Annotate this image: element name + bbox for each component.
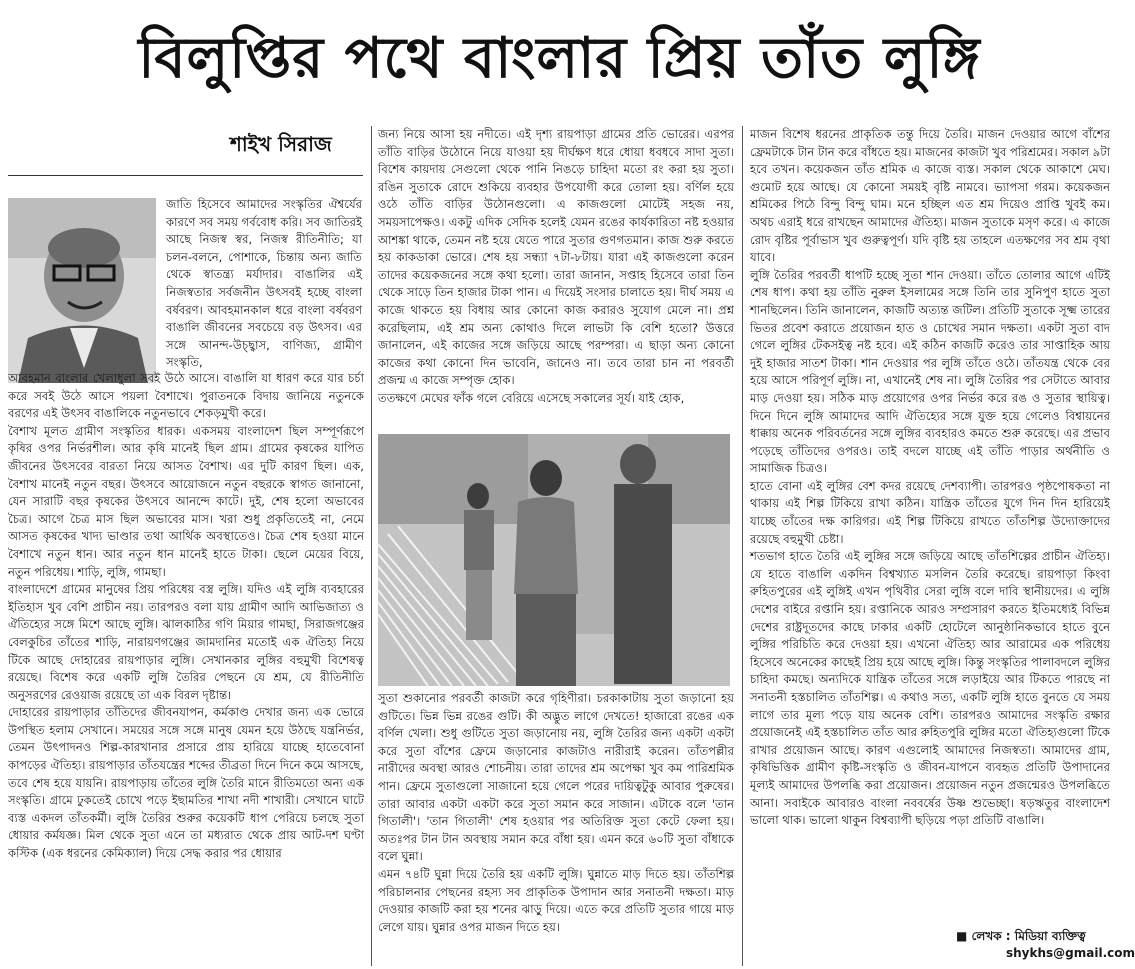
paragraph: শতভাগ হাতে তৈরি এই লুঙ্গির সঙ্গে জড়িয়ে আছে তাঁতশিল্পের প্রাচীন ঐতিহ্য। যে হাতে বাঙালি একদিন বিশ্বখ্যাত মসলিন তৈরি করেছে। রায়পাড়া কিংবা রুহিতপুরের এই লুঙ্গিই এখন পৃথিবীর সেরা লুঙ্গি বলে দাবি স্থানীয়দের। এ লুঙ্গি দেশের বাইরে রপ্তানি হয়। রপ্তানিকে আরও সম্প্রসারণ করতে ইতিমধ্যেই বিভিন্ন দেশের রাষ্ট্রদূতদের কাছে ঢাকার একটি হোটেলে আনুষ্ঠানিকভাবে হাতে বুনে লুঙ্গির পরিচিতি করে দেওয়া হয়। এখনো ঐতিহ্য আর আরামের এক পরিধেয় হিসেবে অনেকের কাছেই প্রিয় হয়ে আছে লুঙ্গি। কিন্তু সংস্কৃতির পালাবদলে লুঙ্গির চাহিদা কমছে। অন্যদিকে যান্ত্রিক তাঁতের সঙ্গে লড়াইয়ে আর টিকতে পারছে না সনাতনী হস্তচালিত তাঁতশিল্প। এ কথাও সত্য, একটি লুঙ্গি হাতে বুনতে যে সময় লাগে তার মূল্য পড়ে যায় অনেক বেশি। তারপরও আমাদের সংস্কৃতি রক্ষার প্রয়োজনেই এই হস্তচালিত তাঁত আর রুহিতপুরি লুঙ্গির মতো ঐতিহ্যগুলো টিকে রাখার প্রয়োজন আছে। কারণ এগুলোই আমাদের নিজস্বতা। আমাদের গ্রাম, কৃষিভিত্তিক গ্রামীণ কৃষ্টি-সংস্কৃতি ও জীবন-যাপনে ব্যবহৃত প্রতিটি উপাদানের মূল্যই আমাদের উপলব্ধি করা প্রয়োজন। প্রয়োজন নতুন প্রজন্মেরও উপলব্ধিতে আনা। সবাইকে আবারও বাংলা নববর্ষের উষ্ণ শুভেচ্ছা। ষড়ঋতুর বাংলাদেশ ভালো থাক। ভালো থাকুন বিশ্বব্যাপী ছড়িয়ে পড়া প্রতিটি বাঙালি।: [750, 549, 1110, 828]
byline-rule: [8, 175, 363, 176]
author-portrait: [8, 198, 156, 383]
paragraph: এমন ৭৪টি ঘুন্না দিয়ে তৈরি হয় একটি লুঙ্গি। ঘুন্নাতে মাড় দিতে হয়। তাঁতশিল্প পরিচালনার পেছনের রহস্য সব প্রাকৃতিক উপাদান আর সনাতনী দক্ষতা। মাড় দেওয়ার কাজটি করা হয় শনের ঝাড়ু দিয়ে। এতে করে প্রতিটি সুতার গায়ে মাড় লেগে যায়। ঘুন্নার ওপর মাজন দিতে হয়।: [378, 866, 734, 934]
column-1: [8, 370, 364, 966]
byline: শাইখ সিরাজ: [230, 132, 332, 156]
paragraph: লুঙ্গি তৈরির পরবর্তী ধাপটি হচ্ছে সুতা শান দেওয়া। তাঁতে তোলার আগে এটিই শেষ ধাপ। কথা হয় তাঁতি নুরুল ইসলামের সঙ্গে তিনি তার সুনিপুণ হাতে সুতা শানছিলেন। তিনি জানালেন, কাজটি অত্যন্ত জটিল। প্রতিটি সুতাকে সূক্ষ্ম তারের ভিতর প্রবেশ করাতে প্রয়োজন হাত ও চোখের সমান দক্ষতা। একটা সুতা বাদ গেলে লুঙ্গির টেকসইত্ব নষ্ট হবে। এই কঠিন কাজটি করেও তার সাপ্তাহিক আয় দুই হাজার সাতশ টাকা। শান দেওয়ার পর লুঙ্গি তাঁতে ওঠে। তাঁতযন্ত্র থেকে বের হয়ে আসে পরিপূর্ণ লুঙ্গি। না, এখানেই শেষ না। লুঙ্গি তৈরির পর সেটাতে আবার মাড় দেওয়া হয়। সঠিক মাড় প্রয়োগের ওপর নির্ভর করে রঙ ও সুতার স্থায়িত্ব। দিনে দিনে লুঙ্গি আমাদের আদি ঐতিহ্যের সঙ্গে যুক্ত হয়ে গেলেও বিশ্বায়নের ধাক্কায় অনেক পরিবর্তনের সঙ্গে লুঙ্গির ব্যবহারও কমতে শুরু করেছে। এর প্রভাব পড়েছে তাঁতিদের ওপরও। তাই বদলে যাচ্ছে এই তাঁতি পাড়ার অর্থনীতি ও সামাজিক চিত্রও।: [750, 267, 1110, 476]
paragraph: জন্য নিয়ে আসা হয় নদীতে। এই দৃশ্য রায়পাড়া গ্রামের প্রতি ভোরের। এরপর তাঁতি বাড়ির উঠোনে নিয়ে যাওয়া হয় দীর্ঘক্ষণ ধরে ধোয়া ধবধবে সাদা সুতা। বিশেষ কায়দায় সেগুলো থেকে পানি নিঙড়ে চাহিদা মতো রং করা হয় সুতা। রঙিন সুতাকে রোদে শুকিয়ে ব্যবহার উপযোগী করে তোলা হয়। বর্ণিল হয়ে ওঠে তাঁতি বাড়ির উঠোনগুলো। এ কাজগুলো মোটেই সহজ নয়, সময়সাপেক্ষও। একটু এদিক সেদিক হলেই যেমন রঙের কার্যকারিতা নষ্ট হওয়ার আশঙ্কা থাকে, তেমন নষ্ট হয়ে যেতে পারে সুতার গুণগতমান। কাজ শুরু করতে হয় কাকডাকা ভোরে। শেষ হয় সন্ধ্যা ৭টা-৮টায়। যারা এই কাজগুলো করেন তাদের কয়েকজনের সঙ্গে কথা হলো। তারা জানান, সপ্তাহ হিসেবে তারা তিন থেকে সাড়ে তিন হাজার টাকা পান। এ দিয়েই সংসার চালাতে হয়। দীর্ঘ সময় এ কাজে থাকতে হয় বিধায় আর কোনো কাজ করারও সুযোগ মেলে না। প্রশ্ন করেছিলাম, এই শ্রম অন্য কোথাও দিলে লাভটা কি বেশি হতো? উত্তরে জানালেন, এই কাজের সঙ্গে জড়িয়ে আছে পরম্পরা। এ ছাড়া অন্য কোনো কাজের কথা কোনো দিন ভাবেনি, জানেও না। তবে তারা চান না পরবর্তী প্রজন্ম এ কাজে সম্পৃক্ত হোক।: [378, 127, 734, 388]
paragraph: ততক্ষণে মেঘের ফাঁক গলে বেরিয়ে এসেছে সকালের সূর্য। যাই হোক,: [378, 390, 685, 405]
paragraph: সুতা শুকানোর পরবর্তী কাজটা করে গৃহিণীরা। চরকাকাটায় সুতা জড়ানো হয় গুটিতে। ভিন্ন ভিন্ন রঙের গুটি। কী অদ্ভুত লাগে দেখতে! হাজারো রঙের এক বর্ণিল খেলা। শুধু গুটিতে সুতা জড়ানোয় নয়, লুঙ্গি তৈরির জন্য একটা একটা করে সুতা বাঁশের ফ্রেমে জড়ানোর কাজটাও নারীরাই করেন। তাঁতপল্লীর নারীদের অবস্থা আরও শোচনীয়। তারা তাদের শ্রম অপেক্ষা খুব কম পারিশ্রমিক পান। ফ্রেমে সুতাগুলো সাজানো হয়ে গেলে পরের দায়িত্বটুকু আবার পুরুষের। তারা আবার একটা একটা করে সুতা সমান করে সাজান। এটাকে বলে 'তান গিতালী'। 'তান গিতালী' শেষ হওয়ার পর অতিরিক্ত সুতা কেটে ফেলা হয়। অতঃপর টান টান অবস্থায় সমান করে বাঁধা হয়। এমন করে ৬০টি সুতা বাঁধাকে বলে ঘুন্না।: [378, 691, 734, 864]
column-divider: [742, 126, 743, 966]
author-note: ■ লেখক : মিডিয়া ব্যক্তিত্ব: [956, 929, 1086, 943]
headline: বিলুপ্তির পথে বাংলার প্রিয় তাঁত লুঙ্গি: [138, 26, 981, 91]
paragraph: মাজন বিশেষ ধরনের প্রাকৃতিক তন্তু দিয়ে তৈরি। মাজন দেওয়ার আগে বাঁশের ফ্রেমটাকে টান টান করে বাঁধতে হয়। মাজনের কাজটা খুব পরিশ্রমের। সকাল ৯টা হবে তখন। কয়েকজন তাঁত শ্রমিক এ কাজে ব্যস্ত। সকাল থেকে আকাশে মেঘ। গুমোট হয়ে আছে। যে কোনো সময়ই বৃষ্টি নামবে। ভ্যাপসা গরম। কয়েকজন শ্রমিকের পিঠে বিন্দু বিন্দু ঘাম। মনে হচ্ছিল এত শ্রম দিয়েও প্রাপ্তি খুবই কম। অথচ এরাই ধরে রাখছেন আমাদের ঐতিহ্য। মাজন সুতাকে মসৃণ করে। এ কাজে রোদ বৃষ্টির পূর্বাভাস খুব গুরুত্বপূর্ণ। যদি বৃষ্টি হয় তাহলে এতক্ষণের সব শ্রম বৃথা যাবে।: [750, 127, 1110, 265]
column-1-top: [166, 196, 362, 386]
paragraph: আবহমান বাংলার খেলাধুলা সবই উঠে আসে। বাঙালি যা ধারণ করে যার চর্চা করে সবই উঠে আসে পয়লা বৈশাখে। পুরাতনকে বিদায় জানিয়ে নতুনকে বরণের এই উৎসব বাঙালিকে নতুনভাবে শেকড়মুখী করে।: [8, 371, 364, 421]
weavers-photo: [378, 434, 730, 686]
column-2-bottom: [378, 690, 734, 966]
intro-paragraph: জাতি হিসেবে আমাদের সংস্কৃতির ঐশ্বর্যের কারণে সব সময় গর্ববোধ করি। সব জাতিরই আছে নিজস্ব স্বর, নিজস্ব রীতিনীতি; যা চলন-বলনে, পোশাকে, চিন্তায় অন্য জাতি থেকে স্বাতন্ত্র্য মর্যাদার। বাঙালির এই নিজস্বতার সর্বজনীন উৎসবই হচ্ছে বাংলা বর্ষবরণ। আবহমানকাল ধরে বাংলা বর্ষবরণ বাঙালি জীবনের সবচেয়ে বড় উৎসব। এর সঙ্গে আনন্দ-উচ্ছ্বাস, বাণিজ্য, গ্রামীণ সংস্কৃতি,: [166, 197, 362, 370]
column-2-top: [378, 126, 734, 430]
author-email[interactable]: shykhs@gmail.com: [1006, 946, 1135, 960]
column-divider: [371, 126, 372, 966]
paragraph: দোহারের রায়পাড়ার তাঁতিদের জীবনযাপন, কর্মকাণ্ড দেখার জন্য এক ভোরে উপস্থিত হলাম সেখানে। সময়ের সঙ্গে সঙ্গে মানুষ যেমন হয়ে উঠছে যন্ত্রনির্ভর, তেমন উৎপাদনও শিল্প-কারখানার প্রসারে প্রায় হারিয়ে যাচ্ছে হাতেবোনা কাপড়ের ঐতিহ্য। রায়পাড়ার তাঁতযন্ত্রের শব্দের তীব্রতা দিনে দিনে কমে আসছে, তবে শেষ হয়ে যায়নি। রায়পাড়ায় তাঁতের লুঙ্গি তৈরি মানে রীতিমতো অন্য এক সংস্কৃতি। গ্রামে ঢুকতেই চোখে পড়ে ইছামতির শাখা নদী শাখারী। সেখানে ঘাটে ব্যস্ত একদল তাঁতকর্মী। লুঙ্গি তৈরির শুরুর কয়েকটি ধাপ পেরিয়ে চলছে সুতা ধোয়ার কর্মযজ্ঞ। মিল থেকে সুতা এনে তা মধ্যরাত থেকে প্রায় আট-দশ ঘণ্টা কস্টিক (এক ধরনের কেমিক্যাল) দিয়ে সেদ্ধ করার পর ধোয়ার: [8, 705, 364, 861]
column-3: [750, 126, 1110, 922]
paragraph: বৈশাখ মূলত গ্রামীণ সংস্কৃতির ধারক। একসময় বাংলাদেশ ছিল সম্পূর্ণরূপে কৃষির ওপর নির্ভরশীল। আর কৃষি মানেই ছিল গ্রাম। গ্রামের কৃষকের যাপিত জীবনের উৎসবের বারতা নিয়ে আসত বৈশাখ। এর দুটি কারণ ছিল। এক, বৈশাখ মানেই নতুন বছর। উৎসবে আয়োজনে নতুন বছরকে স্বাগত জানানো, যেন সারাটি বছর কৃষকের উৎসবে আনন্দে কাটে। দুই, শেষ হলো অভাবের চৈত্র। আগে চৈত্র মাস ছিল অভাবের মাস। খরা শুধু প্রকৃতিতেই না, নেমে আসত কৃষকের খাদ্য ভাণ্ডার তথা আর্থিক অবস্থাতেও। চৈত্র শেষ হওয়া মানে বৈশাখে নতুন ধান। আর নতুন ধান মানেই হাতে টাকা। ছেলে মেয়ের বিয়ে, নতুন পরিধেয়। শাড়ি, লুঙ্গি, গামছা।: [8, 423, 364, 579]
paragraph: বাংলাদেশে গ্রামের মানুষের প্রিয় পরিধেয় বস্ত্র লুঙ্গি। যদিও এই লুঙ্গি ব্যবহারের ইতিহাস খুব বেশি প্রাচীন নয়। তারপরও বলা যায় গ্রামীণ আদি আভিজাত্য ও ঐতিহ্যের সঙ্গে মিশে আছে লুঙ্গি। ঝালকাঠির গণি মিয়ার গামছা, সিরাজগঞ্জের বেলকুচির তাঁতের শাড়ি, নারায়ণগঞ্জের জামদানির মতোই এক ঐতিহ্য নিয়ে টিকে আছে দোহারের রায়পাড়ার লুঙ্গি। সেখানকার লুঙ্গির বহুমুখী বিশেষত্ব রয়েছে। বিশেষ করে একটি লুঙ্গি তৈরির পেছনে যে শ্রম, যে রীতিনীতি অনুসরণের রেওয়াজ রয়েছে তা এক বিরল দৃষ্টান্ত।: [8, 582, 364, 702]
paragraph: হাতে বোনা এই লুঙ্গির বেশ কদর রয়েছে দেশব্যাপী। তারপরও পৃষ্ঠপোষকতা না থাকায় এই শিল্প টিকিয়ে রাখা কঠিন। যান্ত্রিক তাঁতের যুগে দিন দিন হারিয়েই যাচ্ছে তাঁতের দক্ষ কারিগর। এই শিল্প টিকিয়ে রাখতে তাঁতশিল্প উদ্যোক্তাদের রয়েছে বহুমুখী চেষ্টা।: [750, 478, 1110, 546]
